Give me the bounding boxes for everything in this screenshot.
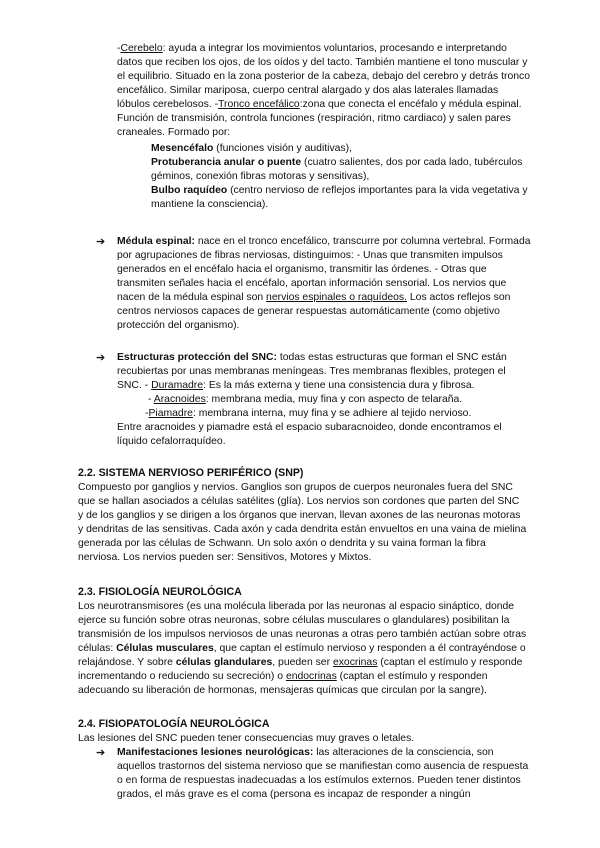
- arrow-bullet-icon: ➔: [96, 747, 106, 759]
- arrow-bullet-icon: ➔: [96, 352, 106, 364]
- manifestaciones-paragraph: Manifestaciones lesiones neurológicas: las alteraciones de la consciencia, son aquellos trastornos del sistema nervioso que se manifiestan como ausencia de respuesta o en forma de respuestas inadecuadas a los estímulos externos. Pueden tener distintos grados, el más grave es el coma (persona es incapaz de responder a ningún: [117, 747, 529, 800]
- arrow-bullet-icon: ➔: [96, 236, 106, 248]
- snp-paragraph: Compuesto por ganglios y nervios. Ganglios son grupos de cuerpos neuronales fuera del SNC que se hallan asociados a células satélites (glía). Los nervios son cordones que parten del SNC y de los ganglios y se dirigen a los órganos que inervan, llevan axones de las neuronas motoras y dendritas de las sensitivas. Cada axón y cada dendrita están envueltos en una vaina de mielina generada por las células de Schwann. Un solo axón o dendrita y su vaina forman la fibra nerviosa. Los nervios pueden ser: Sensitivos, Motores y Mixtos.: [78, 482, 527, 563]
- proteccion-paragraph: Estructuras protección del SNC: todas estas estructuras que forman el SNC están recubiertas por unas membranas meníngeas. Tres membranas flexibles, protegen el SNC. - Duramadre: Es la más externa y tiene una consistencia dura y fibrosa. - Aracnoides: membrana media, muy fina y con aspecto de telaraña. -Piamadre: membrana interna, muy fina y se adhiere al tejido nervioso. Entre aracnoides y piamadre está el espacio subaracnoideo, donde encontramos el líquido cefalorraquídeo.: [117, 352, 507, 447]
- fisiologia-paragraph: Los neurotransmisores (es una molécula liberada por las neuronas al espacio sináptico, donde ejerce su función sobre otras neuronas, sobre células musculares o glandulares) posibilitan la transmisión de los impulsos nerviosos de unas neuronas a otras pero también actúan sobre otras células: Células musculares, que captan el estímulo nervioso y responden a él contrayéndose o relajándose. Y sobre células glandulares, pueden ser exocrinas (captan el estímulo y responde incrementando o reduciendo su secreción) o endocrinas (captan el estímulo y responden adecuando su liberación de hormonas, mensajeras químicas que circulan por la sangre).: [78, 601, 527, 696]
- section-heading-snp: 2.2. SISTEMA NERVIOSO PERIFÉRICO (SNP): [78, 467, 304, 479]
- nervios-espinales-term: nervios espinales o raquídeos.: [266, 292, 407, 303]
- section-heading-fisiologia: 2.3. FISIOLOGÍA NEUROLÓGICA: [78, 586, 242, 598]
- section-heading-fisiopatologia: 2.4. FISIOPATOLOGÍA NEUROLÓGICA: [78, 718, 270, 730]
- cerebelo-paragraph: -Cerebelo: ayuda a integrar los movimientos voluntarios, procesando e interpretando datos que reciben los ojos, de los oídos y del tacto. También mantiene el tono muscular y el equilibrio. Situado en la zona posterior de la cabeza, debajo del cerebro y detrás tronco encefálico. Similar mariposa, cuerpo central alargado y dos alas laterales llamadas lóbulos cerebelosos. -Tronco encefálico:zona que conecta el encéfalo y médula espinal. Función de transmisión, controla funciones (respiración, ritmo cardiaco) y salen pares craneales. Formado por:: [117, 43, 530, 138]
- fisiopatologia-intro: Las lesiones del SNC pueden tener consecuencias muy graves o letales.: [78, 733, 415, 744]
- medula-paragraph: Médula espinal: nace en el tronco encefálico, transcurre por columna vertebral. Formada por agrupaciones de fibras nerviosas, distinguimos: - Unas que transmiten impulsos generados en el encéfalo hacia el organismo, transmitir las órdenes. - Otras que transmiten señales hacia el encéfalo, aportan información sensorial. Los nervios que nacen de la médula espinal son nervios espinales o raquídeos. Los actos reflejos son centros nerviosos capaces de generar respuestas automáticamente (como objetivo protección del organismo).: [117, 236, 531, 331]
- tronco-parts-list: Mesencéfalo (funciones visión y auditivas), Protuberancia anular o puente (cuatro salientes, dos por cada lado, tubérculos géminos, conexión fibras motoras y sensitivas), Bulbo raquídeo (centro nervioso de reflejos importantes para la vida vegetativa y mantiene la consciencia).: [151, 143, 528, 210]
